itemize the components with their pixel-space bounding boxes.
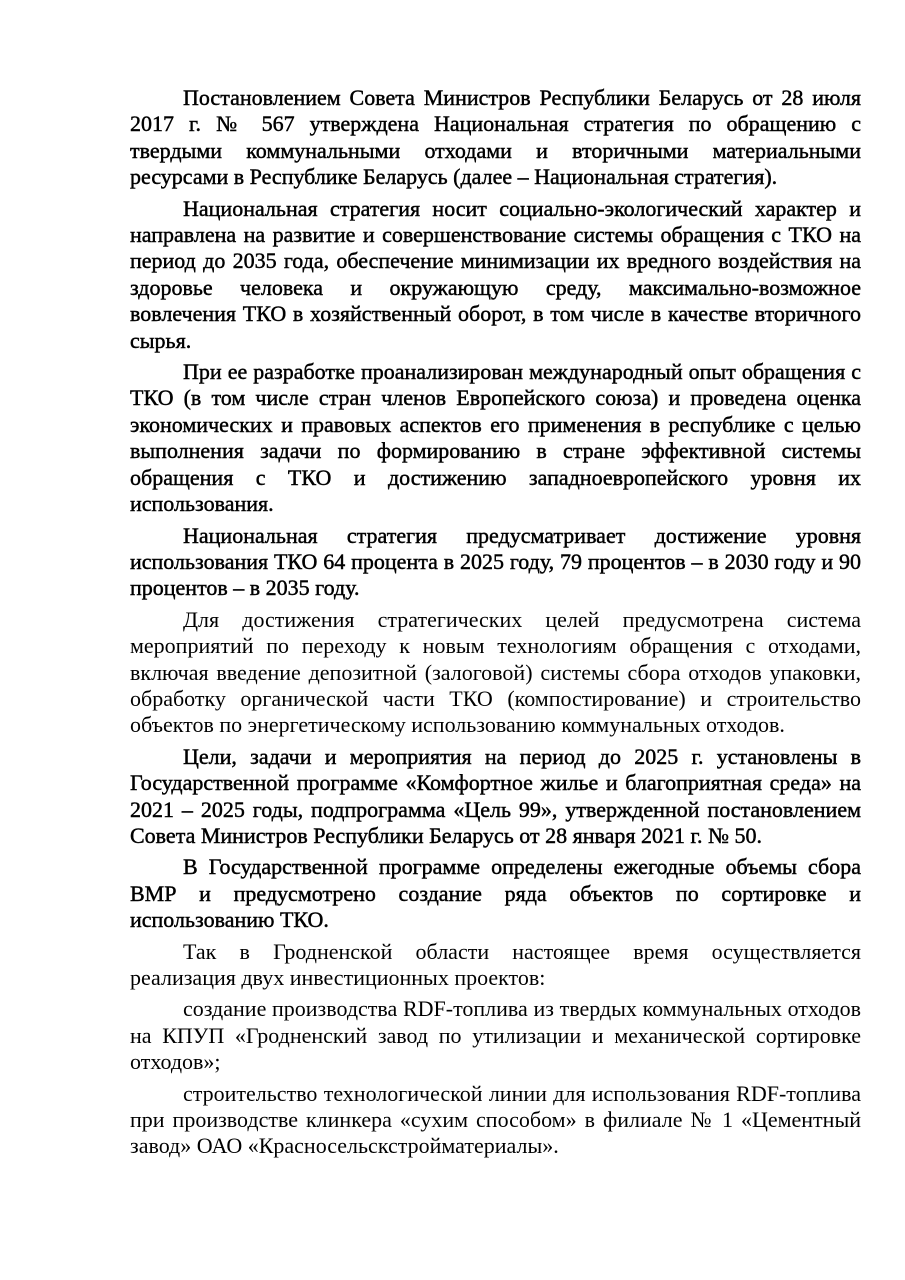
paragraph-annual-volumes: В Государственной программе определены ежегодные объемы сбора ВМР и предусмотрено создание ряда объектов по сортировке и использованию ТКО. [130,854,861,933]
paragraph-international-experience: При ее разработке проанализирован международный опыт обращения с ТКО (в том числе стран членов Европейского союза) и проведена оценка экономических и правовых аспектов его применения в республике с целью выполнения задачи по формированию в стране эффективной системы обращения с ТКО и достижению западноевропейского уровня их использования. [130,359,861,517]
paragraph-strategy-character: Национальная стратегия носит социально-экологический характер и направлена на развитие и совершенствование системы обращения с ТКО на период до 2035 года, обеспечение минимизации их вредного воздействия на здоровье человека и окружающую среду, максимально-возможное вовлечения ТКО в хозяйственный оборот, в том числе в качестве вторичного сырья. [130,195,861,353]
paragraph-measures-system: Для достижения стратегических целей предусмотрена система мероприятий по переходу к новым технологиям обращения с отходами, включая введение депозитной (залоговой) системы сбора отходов упаковки, обработку органической части ТКО (компостирование) и строительство объектов по энергетическому использованию коммунальных отходов. [130,606,861,738]
paragraph-grodno-projects-intro: Так в Гродненской области настоящее время осуществляется реализация двух инвестиционных проектов: [130,938,861,990]
paragraph-usage-targets: Национальная стратегия предусматривает достижение уровня использования ТКО 64 процента в 2025 году, 79 процентов – в 2030 году и 90 процентов – в 2035 году. [130,522,861,601]
document-page [130,85,861,1165]
paragraph-clinker-line: строительство технологической линии для использования RDF-топлива при производстве клинкера «сухим способом» в филиале № 1 «Цементный завод» ОАО «Красносельскстройматериалы». [130,1080,861,1159]
paragraph-national-strategy-approval: Постановлением Совета Министров Республики Беларусь от 28 июля 2017 г. № 567 утверждена Национальная стратегия по обращению с твердыми коммунальными отходами и вторичными материальными ресурсами в Республике Беларусь (далее – Национальная стратегия). [130,85,861,190]
paragraph-state-program: Цели, задачи и мероприятия на период до 2025 г. установлены в Государственной программе «Комфортное жилье и благоприятная среда» на 2021 – 2025 годы, подпрограмма «Цель 99», утвержденной постановлением Совета Министров Республики Беларусь от 28 января 2021 г. № 50. [130,743,861,848]
paragraph-rdf-production: создание производства RDF-топлива из твердых коммунальных отходов на КПУП «Гродненский завод по утилизации и механической сортировке отходов»; [130,996,861,1075]
